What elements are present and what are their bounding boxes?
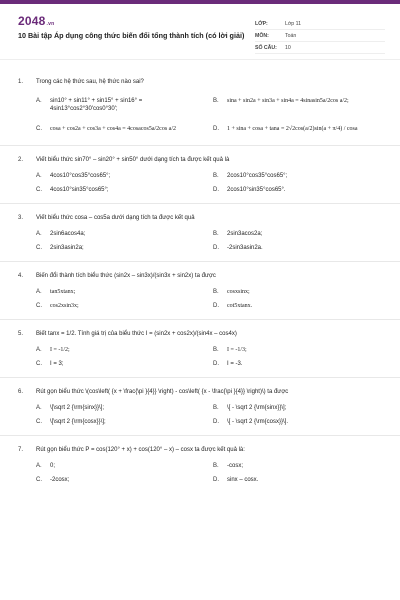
logo-suffix: .vn xyxy=(46,21,55,27)
answer-option[interactable] xyxy=(213,299,382,313)
option-text: cos2xsin3x; xyxy=(50,303,79,309)
option-label: A. xyxy=(36,98,42,104)
option-text: 2sin3asin2a; xyxy=(50,245,84,251)
option-label: A. xyxy=(36,463,42,469)
option-text: \[ - \sqrt 2 {\rm{cosx}}\]. xyxy=(227,419,289,425)
answer-option[interactable] xyxy=(36,473,205,487)
answer-option[interactable] xyxy=(213,415,382,429)
answer-option[interactable] xyxy=(213,241,382,255)
option-text: sinx – cosx. xyxy=(227,477,259,483)
answer-option[interactable] xyxy=(213,91,382,119)
question-item xyxy=(0,319,400,377)
answer-option[interactable] xyxy=(36,285,205,299)
option-text: I = -1/3; xyxy=(227,347,247,353)
option-label: C. xyxy=(36,477,42,483)
option-label: B. xyxy=(213,289,219,295)
option-text: I = -3. xyxy=(227,361,243,367)
question-text: Rút gọn biểu thức P = cos(120° + x) + cos(120° – x) – cosx ta được kết quả là: xyxy=(36,447,245,453)
option-text: 2cos10°cos35°cos65°; xyxy=(227,173,288,179)
option-label: C. xyxy=(36,419,42,425)
answer-option[interactable] xyxy=(213,285,382,299)
option-label: C. xyxy=(36,126,42,132)
question-text: Biến đổi thành tích biểu thức (sin2x – sin3x)/(sin3x + sin2x) ta được xyxy=(36,273,216,279)
site-logo[interactable] xyxy=(18,14,54,28)
answer-option[interactable] xyxy=(36,401,205,415)
option-label: A. xyxy=(36,347,42,353)
question-number: 4. xyxy=(18,273,24,279)
question-text: Trong các hệ thức sau, hệ thức nào sai? xyxy=(36,79,144,85)
answer-option[interactable] xyxy=(213,119,382,139)
option-label: D. xyxy=(213,419,219,425)
question-number: 3. xyxy=(18,215,24,221)
answer-option[interactable] xyxy=(213,473,382,487)
question-item xyxy=(0,377,400,435)
meta-value: 10 xyxy=(285,44,291,51)
meta-key: SỐ CÂU: xyxy=(255,44,277,51)
option-text: 4cos10°sin35°cos65°; xyxy=(50,187,109,193)
question-text: Biết tanx = 1/2. Tính giá trị của biểu thức I = (sin2x + cos2x)/(sin4x – cos4x) xyxy=(36,331,237,337)
question-number: 6. xyxy=(18,389,24,395)
question-number: 1. xyxy=(18,79,24,85)
meta-key: LỚP: xyxy=(255,20,268,27)
answer-option[interactable] xyxy=(213,227,382,241)
option-label: A. xyxy=(36,405,42,411)
meta-value: Lớp 11 xyxy=(285,20,301,27)
option-text: sina + sin2a + sin3a + sin4a = 4sinasin5a/2cos a/2; xyxy=(227,98,349,104)
answer-option[interactable] xyxy=(36,357,205,371)
option-label: D. xyxy=(213,303,219,309)
answer-option[interactable] xyxy=(36,119,205,139)
option-label: A. xyxy=(36,231,42,237)
answer-options xyxy=(18,227,382,261)
option-text: 2cos10°sin35°cos65°. xyxy=(227,187,286,193)
option-text: 4cos10°cos35°cos65°; xyxy=(50,173,111,179)
question-number: 7. xyxy=(18,447,24,453)
option-label: B. xyxy=(213,173,219,179)
answer-option[interactable] xyxy=(213,343,382,357)
option-text: 2sin3acos2a; xyxy=(227,231,263,237)
answer-option[interactable] xyxy=(213,401,382,415)
question-text: Viết biểu thức cosa – cos5a dưới dạng tích ta được kết quả xyxy=(36,215,195,221)
question-text: Viết biểu thức sin70° – sin20° + sin50° dưới dạng tích ta được kết quả là xyxy=(36,157,230,163)
answer-options xyxy=(18,91,382,145)
option-text: -cosx; xyxy=(227,463,244,469)
option-label: D. xyxy=(213,126,219,132)
option-text: I = -1/2; xyxy=(50,347,70,353)
answer-options xyxy=(18,459,382,493)
answer-option[interactable] xyxy=(213,169,382,183)
answer-options xyxy=(18,285,382,319)
option-label: D. xyxy=(213,361,219,367)
answer-option[interactable] xyxy=(213,183,382,197)
question-item xyxy=(0,145,400,203)
option-text: \[\sqrt 2 {\rm{sinx}}\]; xyxy=(50,405,105,411)
meta-row-subject xyxy=(255,30,385,42)
option-label: B. xyxy=(213,347,219,353)
question-text: Rút gọn biểu thức \(cos\left( {x + \frac{\pi }{4}} \right) - cos\left( {x - \frac{\pi }{4}} \right)\) ta được xyxy=(36,389,289,395)
answer-option[interactable] xyxy=(36,343,205,357)
option-text: 2sin6acos4a; xyxy=(50,231,86,237)
option-text: I = 3; xyxy=(50,361,64,367)
option-label: C. xyxy=(36,187,42,193)
option-label: B. xyxy=(213,98,219,104)
option-label: B. xyxy=(213,231,219,237)
option-label: D. xyxy=(213,187,219,193)
answer-option[interactable] xyxy=(213,459,382,473)
option-label: A. xyxy=(36,173,42,179)
option-label: D. xyxy=(213,477,219,483)
option-text: -2sin3asin2a. xyxy=(227,245,263,251)
option-label: B. xyxy=(213,463,219,469)
question-number: 5. xyxy=(18,331,24,337)
option-text: 0; xyxy=(50,463,56,469)
question-item xyxy=(0,68,400,145)
option-text: cot5xtanx. xyxy=(227,303,253,309)
option-label: D. xyxy=(213,245,219,251)
question-number: 2. xyxy=(18,157,24,163)
option-text: cosxsinx; xyxy=(227,289,250,295)
option-label: C. xyxy=(36,303,42,309)
answer-option[interactable] xyxy=(213,357,382,371)
document-header xyxy=(0,4,400,60)
meta-key: MÔN: xyxy=(255,32,269,39)
answer-option[interactable] xyxy=(36,241,205,255)
document-meta xyxy=(255,18,385,54)
option-label: B. xyxy=(213,405,219,411)
answer-options xyxy=(18,169,382,203)
meta-value: Toán xyxy=(285,32,297,39)
option-label: A. xyxy=(36,289,42,295)
document-title: 10 Bài tập Áp dụng công thức biến đổi tổng thành tích (có lời giải) xyxy=(18,31,245,40)
meta-row-count xyxy=(255,42,385,54)
option-text: \[\sqrt 2 {\rm{cosx}}\]; xyxy=(50,419,106,425)
question-item xyxy=(0,435,400,493)
meta-row-class xyxy=(255,18,385,30)
question-item xyxy=(0,261,400,319)
answer-option[interactable] xyxy=(36,183,205,197)
option-text: sin10° + sin11° + sin15° + sin16° = 4sin13°cos2°30'cos0°30'; xyxy=(50,98,143,112)
logo-text: 2048 xyxy=(18,14,46,28)
option-text: -2cosx; xyxy=(50,477,70,483)
option-text: tan5xtanx; xyxy=(50,289,76,295)
question-list xyxy=(0,68,400,493)
option-label: C. xyxy=(36,361,42,367)
answer-option[interactable] xyxy=(36,299,205,313)
question-item xyxy=(0,203,400,261)
answer-option[interactable] xyxy=(36,169,205,183)
answer-option[interactable] xyxy=(36,227,205,241)
option-text: \[ - \sqrt 2 {\rm{sinx}}\]; xyxy=(227,405,287,411)
answer-option[interactable] xyxy=(36,459,205,473)
answer-option[interactable] xyxy=(36,415,205,429)
answer-options xyxy=(18,401,382,435)
answer-options xyxy=(18,343,382,377)
option-label: C. xyxy=(36,245,42,251)
option-text: cosa + cos2a + cos3a + cos4a = 4cosacos5a/2cos a/2 xyxy=(50,126,176,132)
answer-option[interactable] xyxy=(36,91,205,119)
option-text: 1 + sina + cosa + tana = 2√2cos(a/2)sin(a + π/4) / cosa xyxy=(227,126,358,132)
